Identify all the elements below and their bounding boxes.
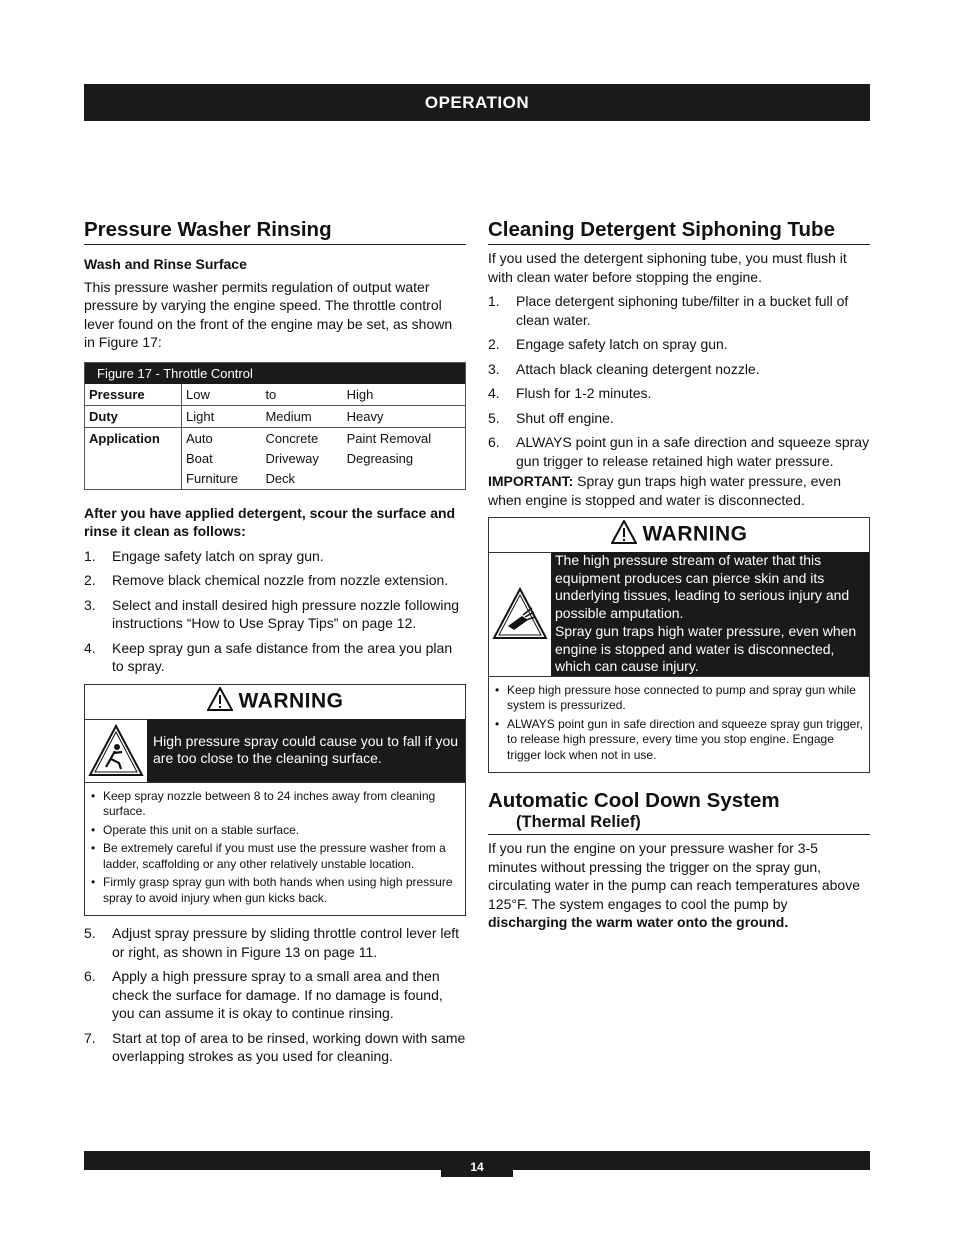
section-title-rinsing: Pressure Washer Rinsing	[84, 218, 466, 245]
cooldown-paragraph	[488, 839, 870, 932]
bullet-item	[89, 789, 461, 820]
table-cell	[182, 405, 262, 427]
list-item-text: Shut off engine.	[516, 409, 614, 426]
list-item	[488, 292, 870, 329]
bullet-item	[89, 875, 461, 906]
fall-hazard-icon	[85, 719, 147, 782]
cooldown-bold-text: discharging the warm water onto the ground.	[488, 914, 789, 930]
table-cell	[343, 384, 466, 406]
list-item	[84, 596, 466, 633]
bullet-text: ALWAYS point gun in safe direction and squeeze spray gun trigger, to release high pressure, every time you stop engine. Engage trigger lock when not in use.	[507, 716, 863, 762]
right-column	[488, 218, 870, 932]
list-item-text: Place detergent siphoning tube/filter in a bucket full of clean water.	[516, 293, 849, 328]
warning-triangle-icon	[611, 520, 637, 550]
bullet-dot: •	[91, 875, 96, 889]
table-row	[85, 427, 466, 489]
rinse-steps-list-continued	[84, 924, 466, 1066]
table-row-header: Application	[85, 427, 182, 489]
list-item	[84, 639, 466, 676]
list-item-number: 6.	[84, 968, 96, 984]
warning-box-injection	[488, 517, 870, 773]
section-header: OPERATION	[84, 84, 870, 121]
figure-caption: Figure 17 - Throttle Control	[85, 362, 466, 384]
warning-bullets	[85, 782, 465, 916]
cooldown-title: Automatic Cool Down System	[488, 789, 780, 812]
warning-text-injection-1: The high pressure stream of water that this equipment produces can pierce skin and its underlying tissues, leading to serious injury and possible amputation.	[555, 552, 850, 621]
list-item-text: ALWAYS point gun in a safe direction and squeeze spray gun trigger to release retained high water pressure.	[516, 434, 870, 469]
page-number: 14	[441, 1151, 513, 1177]
list-item	[488, 360, 870, 379]
list-item-number: 3.	[488, 360, 500, 377]
table-row-header: Pressure	[85, 384, 182, 406]
list-item-number: 5.	[488, 409, 500, 426]
list-item-number: 2.	[488, 336, 500, 352]
warning-title	[85, 685, 465, 719]
list-item-number: 3.	[84, 596, 96, 613]
table-cell	[182, 427, 262, 489]
table-cell-text: Low	[186, 386, 210, 402]
list-item	[84, 967, 466, 1023]
intro-paragraph: This pressure washer permits regulation of output water pressure by varying the engine speed. The throttle control lever found on the front of the engine may be set, as shown in Figure 17:	[84, 278, 453, 350]
bullet-dot: •	[91, 822, 96, 837]
bullet-item	[89, 841, 461, 872]
bullet-dot: •	[91, 788, 96, 803]
table-cell-text: Driveway	[265, 450, 319, 466]
table-cell-text: Concrete	[265, 430, 319, 446]
warning-title-text: WARNING	[642, 522, 748, 546]
list-item-number: 1.	[488, 293, 500, 309]
important-label: IMPORTANT:	[488, 473, 574, 489]
injection-hazard-icon	[489, 552, 551, 676]
list-item-number: 4.	[488, 385, 500, 401]
list-item-text: Keep spray gun a safe distance from the area you plan to spray.	[112, 639, 453, 674]
list-item	[488, 409, 870, 428]
table-cell	[261, 427, 342, 489]
siphoning-steps-list	[488, 292, 870, 470]
table-cell-text: Paint Removal	[346, 430, 432, 446]
list-item-text: Engage safety latch on spray gun.	[516, 336, 728, 352]
list-item-number: 2.	[84, 572, 96, 588]
list-item	[84, 547, 466, 566]
warning-text-fall: High pressure spray could cause you to fall if you are too close to the cleaning surface.	[153, 732, 459, 766]
cooldown-subtitle: (Thermal Relief)	[516, 813, 641, 831]
bullet-dot: •	[91, 841, 96, 855]
bullet-dot: •	[495, 682, 500, 697]
table-cell	[182, 384, 262, 406]
table-cell-text: Degreasing	[346, 450, 414, 466]
bullet-text: Operate this unit on a stable surface.	[103, 822, 300, 837]
table-cell	[343, 427, 466, 489]
table-cell-text: Heavy	[346, 408, 384, 424]
list-item	[488, 335, 870, 354]
warning-box-fall	[84, 684, 466, 917]
list-item-text: Remove black chemical nozzle from nozzle extension.	[112, 572, 449, 588]
warning-triangle-icon	[207, 687, 233, 717]
list-item	[488, 384, 870, 403]
list-item-number: 6.	[488, 434, 500, 450]
table-row	[85, 384, 466, 406]
left-column	[84, 218, 466, 1066]
table-cell-text: Auto	[186, 430, 213, 446]
list-item	[84, 1029, 466, 1066]
list-item-text: Flush for 1-2 minutes.	[516, 385, 652, 401]
warning-bullets	[489, 676, 869, 773]
list-item-number: 4.	[84, 639, 96, 656]
list-item-number: 7.	[84, 1029, 96, 1046]
table-cell-text: Medium	[265, 408, 312, 424]
table-cell	[261, 384, 342, 406]
subheading-wash-rinse: Wash and Rinse Surface	[84, 256, 247, 272]
list-item-text: Adjust spray pressure by sliding throttle control lever left or right, as shown in Figure 13 on page 11.	[112, 925, 460, 960]
list-item	[84, 571, 466, 590]
siphoning-intro: If you used the detergent siphoning tube, you must flush it with clean water before stopping the engine.	[488, 250, 847, 285]
bullet-item	[493, 683, 865, 714]
list-item	[84, 924, 466, 961]
list-item	[488, 433, 870, 470]
throttle-control-table	[84, 362, 466, 490]
table-cell	[343, 405, 466, 427]
cooldown-text: If you run the engine on your pressure washer for 3-5 minutes without pressing the trigger on the spray gun, circulating water in the pump can reach temperatures above 125°F. The system engages to cool the pump by	[488, 840, 860, 912]
bullet-text: Keep high pressure hose connected to pump and spray gun while system is pressurized.	[507, 682, 856, 712]
rinse-steps-list	[84, 547, 466, 676]
list-item-text: Engage safety latch on spray gun.	[112, 547, 324, 564]
warning-text-injection-2: Spray gun traps high water pressure, even when engine is stopped and water is disconnected, which can cause injury.	[555, 623, 857, 674]
bullet-item	[89, 823, 461, 839]
list-item-text: Start at top of area to be rinsed, working down with same overlapping strokes as you used for cleaning.	[112, 1029, 466, 1064]
section-title-cooldown	[488, 789, 870, 835]
table-cell-text: Furniture	[186, 470, 239, 486]
section-title-siphoning: Cleaning Detergent Siphoning Tube	[488, 218, 870, 245]
list-item-number: 1.	[84, 547, 96, 564]
list-item-text: Apply a high pressure spray to a small area and then check the surface for damage. If no damage is found, you can assume it is okay to continue rinsing.	[112, 968, 443, 1021]
list-item-number: 5.	[84, 925, 96, 941]
list-item-text: Select and install desired high pressure nozzle following instructions “How to Use Spray Tips” on page 12.	[112, 596, 460, 631]
bullet-text: Firmly grasp spray gun with both hands when using high pressure spray to avoid injury when gun kicks back.	[103, 875, 453, 905]
after-detergent-heading: After you have applied detergent, scour the surface and rinse it clean as follows:	[84, 504, 456, 539]
table-cell-text: High	[346, 386, 374, 402]
important-note	[488, 472, 870, 509]
table-row	[85, 405, 466, 427]
warning-title	[489, 518, 869, 552]
table-cell-text: Light	[186, 408, 215, 424]
table-row-header: Duty	[85, 405, 182, 427]
table-cell-text: to	[265, 386, 277, 402]
table-cell	[261, 405, 342, 427]
bullet-dot: •	[495, 716, 500, 731]
important-text: Spray gun traps high water pressure, even when engine is stopped and water is disconnected.	[488, 473, 841, 508]
bullet-text: Be extremely careful if you must use the pressure washer from a ladder, scaffolding or any other relatively unstable location.	[103, 841, 446, 871]
table-cell-text: Boat	[186, 450, 213, 466]
list-item-text: Attach black cleaning detergent nozzle.	[516, 360, 760, 377]
bullet-item	[493, 717, 865, 764]
warning-title-text: WARNING	[238, 689, 344, 713]
bullet-text: Keep spray nozzle between 8 to 24 inches away from cleaning surface.	[103, 788, 436, 818]
table-cell-text: Deck	[265, 470, 296, 486]
